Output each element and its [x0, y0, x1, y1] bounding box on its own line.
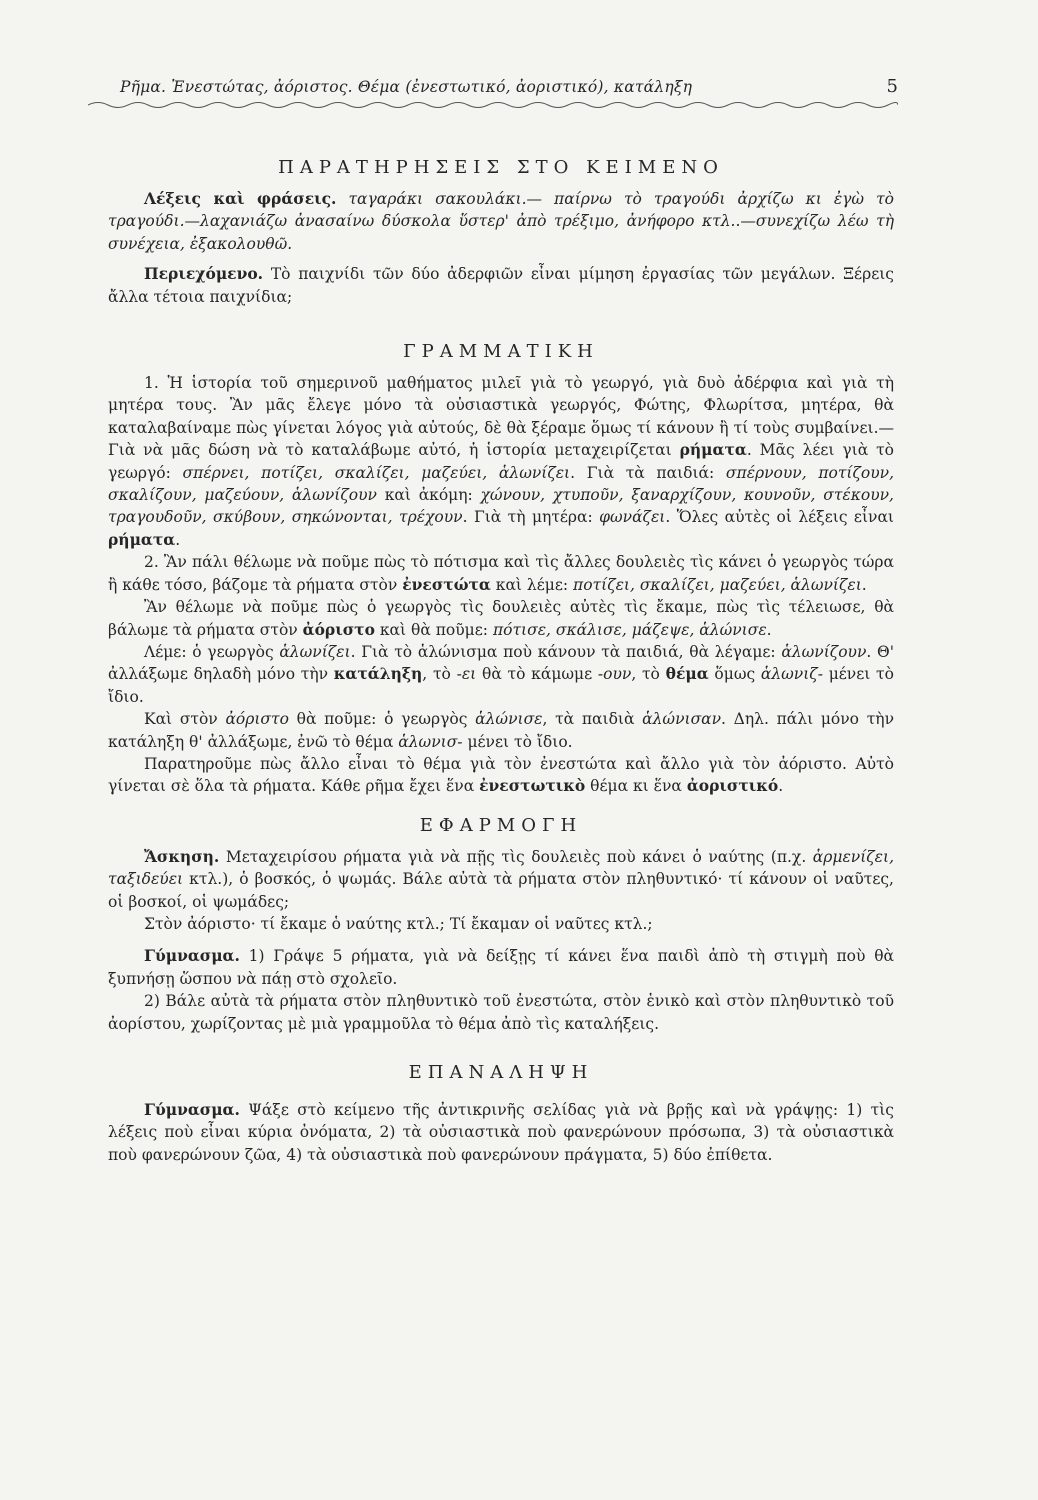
text-run: 2. Ἂν πάλι θέλωμε νὰ ποῦμε πὼς τὸ πότισμα καὶ τὶς ἄλλες δουλειὲς τὶς κάνει ὁ γεωργὸς τώρα ἢ κάθε τόσο, βάζομε τὰ ρήματα στὸν [108, 553, 894, 594]
text-run: , τὸ [631, 665, 666, 684]
text-run: Ψάξε στὸ κείμενο τῆς ἀντικρινῆς σελίδας γιὰ νὰ βρῇς καὶ νὰ γράψῃς: 1) τὶς λέξεις ποὺ εἶναι κύρια ὀνόματα, 2) τὰ οὐσιαστικὰ ποὺ φανερώνουν πρόσωπα, 3) τὰ οὐσιαστικὰ ποὺ φανερώνουν ζῶα, 4) τὰ οὐσιαστικὰ ποὺ φανερώνουν πράγματα, 5) δύο ἐπίθετα. [108, 1101, 894, 1164]
text-run: -ει [456, 665, 477, 684]
observations-content-paragraph [108, 263, 894, 308]
text-run: 1) Γράψε 5 ρήματα, γιὰ νὰ δείξῃς τί κάνει ἕνα παιδὶ ἀπὸ τὴ στιγμὴ ποὺ θὰ ξυπνήσῃ ὥσπου νὰ πάῃ στὸ σχολεῖο. [108, 947, 894, 988]
heading-review: ΕΠΑΝΑΛΗΨΗ [408, 1062, 594, 1083]
text-run: θέμα [665, 664, 709, 684]
text-run: , τὸ [422, 665, 457, 684]
label-content: Περιεχόμενο. [144, 264, 264, 284]
label-words: Λέξεις καὶ φράσεις. [144, 189, 337, 208]
text-run: . Γιὰ τὰ παιδιά: [570, 463, 726, 482]
text-run: θέμα κι ἕνα [585, 777, 687, 796]
page-number: 5 [886, 76, 898, 97]
grammar-paragraph-5 [108, 708, 894, 753]
text-run: ρήματα [679, 440, 747, 460]
text-run: ἀόριστο [302, 619, 375, 639]
header-title: Ρῆμα. Ἐνεστώτας, ἀόριστος. Θέμα (ἐνεστωτικό, ἀοριστικό), κατάληξη [120, 78, 693, 96]
grammar-paragraph-6 [108, 753, 894, 798]
running-header [108, 72, 898, 102]
text-run: -ουν [597, 665, 632, 684]
heading-grammar: ΓΡΑΜΜΑΤΙΚΗ [403, 341, 599, 363]
text-run: χώνουν, χτυποῦν, ξαναρχίζουν, κουνοῦν, στέκουν, τραγουδοῦν, σκύβουν, σηκώνονται, τρέχουν [108, 486, 894, 527]
text-run: , τὰ παιδιὰ [542, 710, 643, 729]
text-run: . Ὅλες αὐτὲς οἱ λέξεις εἶναι [665, 508, 894, 527]
text-run: κτλ.), ὁ βοσκός, ὁ ψωμάς. Βάλε αὐτὰ τὰ ρήματα στὸν πληθυντικό· τί κάνουν οἱ ναῦτες, οἱ βοσκοί, οἱ ψωμάδες; [108, 870, 894, 911]
observations-words-paragraph [108, 188, 894, 255]
text-run: . [861, 575, 867, 594]
content-text: Τὸ παιχνίδι τῶν δύο ἀδερφιῶν εἶναι μίμηση ἐργασίας τῶν μεγάλων. Ξέρεις ἄλλα τέτοια παιχνίδια; [108, 265, 894, 306]
text-run: Γύμνασμα. [144, 946, 240, 966]
text-run: ἁλώνισε [475, 710, 543, 729]
text-run: θὰ ποῦμε: ὁ γεωργὸς [288, 710, 476, 729]
page [108, 72, 898, 1166]
text-run: . [766, 620, 772, 639]
grammar-paragraph-3 [108, 596, 894, 641]
text-run: θὰ τὸ κάμωμε [476, 665, 598, 684]
text-run: . Γιὰ τὸ ἁλώνισμα ποὺ κάνουν τὰ παιδιά, θὰ λέγαμε: [350, 642, 782, 661]
text-run: ἁλώνισαν [642, 710, 722, 729]
text-run: ἀοριστικό [686, 776, 779, 796]
heading-observations: ΠΑΡΑΤΗΡΗΣΕΙΣ ΣΤΟ ΚΕΙΜΕΝΟ [278, 157, 724, 178]
text-run: σπέρνουν, ποτίζουν, σκαλίζουν, μαζεύουν, ἁλωνίζουν [108, 463, 894, 505]
text-run: Καὶ στὸν [144, 710, 226, 729]
text-run: φωνάζει [599, 508, 666, 527]
text-run: Γύμνασμα. [144, 1100, 240, 1119]
text-run: Μεταχειρίσου ρήματα γιὰ νὰ πῇς τὶς δουλειὲς ποὺ κάνει ὁ ναύτης (π.χ. [219, 847, 813, 866]
text-run: μένει τὸ ἴδιο. [462, 732, 573, 751]
text-run: . Δηλ. πάλι μόνο τὴν κατάληξη θ' ἀλλάξωμε, ἐνῶ τὸ θέμα [108, 710, 894, 751]
words-text: ταγαράκι σακουλάκι.— παίρνω τὸ τραγούδι ἀρχίζω κι ἐγὼ τὸ τραγούδι.—λαχανιάζω ἀνασαίνω δύσκολα ὕστερ' ἀπὸ τρέξιμο, ἀνήφορο κτλ..—συνεχίζω λέω τὴ συνέχεια, ἐξακολουθῶ. [108, 190, 895, 253]
text-run: μένει τὸ ἴδιο. [108, 665, 894, 706]
text-run: 1. Ἡ ἱστορία τοῦ σημερινοῦ μαθήματος μιλεῖ γιὰ τὸ γεωργό, γιὰ δυὸ ἀδέρφια καὶ γιὰ τὴ μητέρα τους. Ἂν μᾶς ἔλεγε μόνο τὰ οὐσιαστικὰ γεωργός, Φώτης, Φλωρίτσα, μητέρα, θὰ καταλαβαίναμε πὼς γίνεται λόγος γιὰ αὐτούς, δὲ θὰ ξέραμε ὅμως τί κάνουν ἢ τί τοὺς συμβαίνει.—Γιὰ νὰ μᾶς δώση νὰ τὸ καταλάβωμε αὐτό, ἡ ἱστορία μεταχειρίζεται [108, 374, 894, 460]
text-run: κατάληξη [333, 664, 423, 684]
text-run: Λέμε: ὁ γεωργὸς [144, 642, 280, 661]
text-run: ἐνεστώτα [402, 574, 491, 594]
application-drill-2: 2) Βάλε αὐτὰ τὰ ρήματα στὸν πληθυντικὸ τοῦ ἐνεστώτα, στὸν ἑνικὸ καὶ στὸν πληθυντικὸ τοῦ ἀορίστου, χωρίζοντας μὲ μιὰ γραμμοῦλα τὸ θέμα ἀπὸ τὶς καταλήξεις. [108, 992, 894, 1033]
text-run: . [175, 530, 181, 549]
text-run: ρήματα [108, 529, 176, 549]
text-run: σπέρνει, ποτίζει, σκαλίζει, μαζεύει, ἁλωνίζει [182, 463, 571, 482]
text-run: ἁλωνίζουν [781, 642, 867, 661]
header-wavy-rule [88, 100, 898, 110]
text-run: ποτίζει, σκαλίζει, μαζεύει, ἁλωνίζει [573, 575, 862, 594]
heading-application: ΕΦΑΡΜΟΓΗ [419, 814, 583, 836]
text-run: . Γιὰ τὴ μητέρα: [462, 508, 600, 527]
text-run: Ἄσκηση. [144, 846, 220, 866]
text-run: καὶ λέμε: [490, 575, 574, 594]
text-run: ἐνεστωτικὸ [479, 776, 586, 796]
grammar-paragraph-1 [108, 372, 894, 551]
application-aorist-question: Στὸν ἀόριστο· τί ἔκαμε ὁ ναύτης κτλ.; Τί ἔκαμαν οἱ ναῦτες κτλ.; [144, 914, 653, 933]
text-run: ἁλωνισ- [398, 732, 463, 751]
review-drill [108, 1099, 894, 1166]
application-exercise [108, 846, 894, 913]
grammar-paragraph-2 [108, 551, 894, 596]
text-run: ἁλωνίζει [279, 642, 351, 661]
text-run: Ἂν θέλωμε νὰ ποῦμε πὼς ὁ γεωργὸς τὶς δουλειὲς αὐτὲς τὶς ἔκαμε, πὼς τὶς τέλειωσε, θὰ βάλωμε τὰ ρήματα στὸν [108, 598, 894, 639]
grammar-paragraph-4 [108, 641, 894, 708]
text-run: ἁλωνιζ- [760, 665, 823, 684]
text-run: . Μᾶς λέει γιὰ τὸ γεωργό: [108, 441, 894, 482]
text-run: . [778, 777, 784, 796]
text-run: πότισε, σκάλισε, μάζεψε, ἁλώνισε [492, 620, 767, 639]
application-drill-1 [108, 945, 894, 990]
text-run: ἁρμενίζει, ταξιδεύει [108, 847, 894, 889]
text-run: καὶ θὰ ποῦμε: [374, 620, 493, 639]
text-run: ἀόριστο [225, 710, 289, 729]
text-run: ὅμως [708, 665, 761, 684]
text-run: Παρατηροῦμε πὼς ἄλλο εἶναι τὸ θέμα γιὰ τὸν ἐνεστώτα καὶ ἄλλο γιὰ τὸν ἀόριστο. Αὐτὸ γίνεται σὲ ὅλα τὰ ρήματα. Κάθε ρῆμα ἔχει ἕνα [108, 754, 894, 796]
text-run: καὶ ἀκόμη: [376, 486, 481, 505]
text-run: . Θ' ἀλλάξωμε δηλαδὴ μόνο τὴν [108, 642, 894, 684]
